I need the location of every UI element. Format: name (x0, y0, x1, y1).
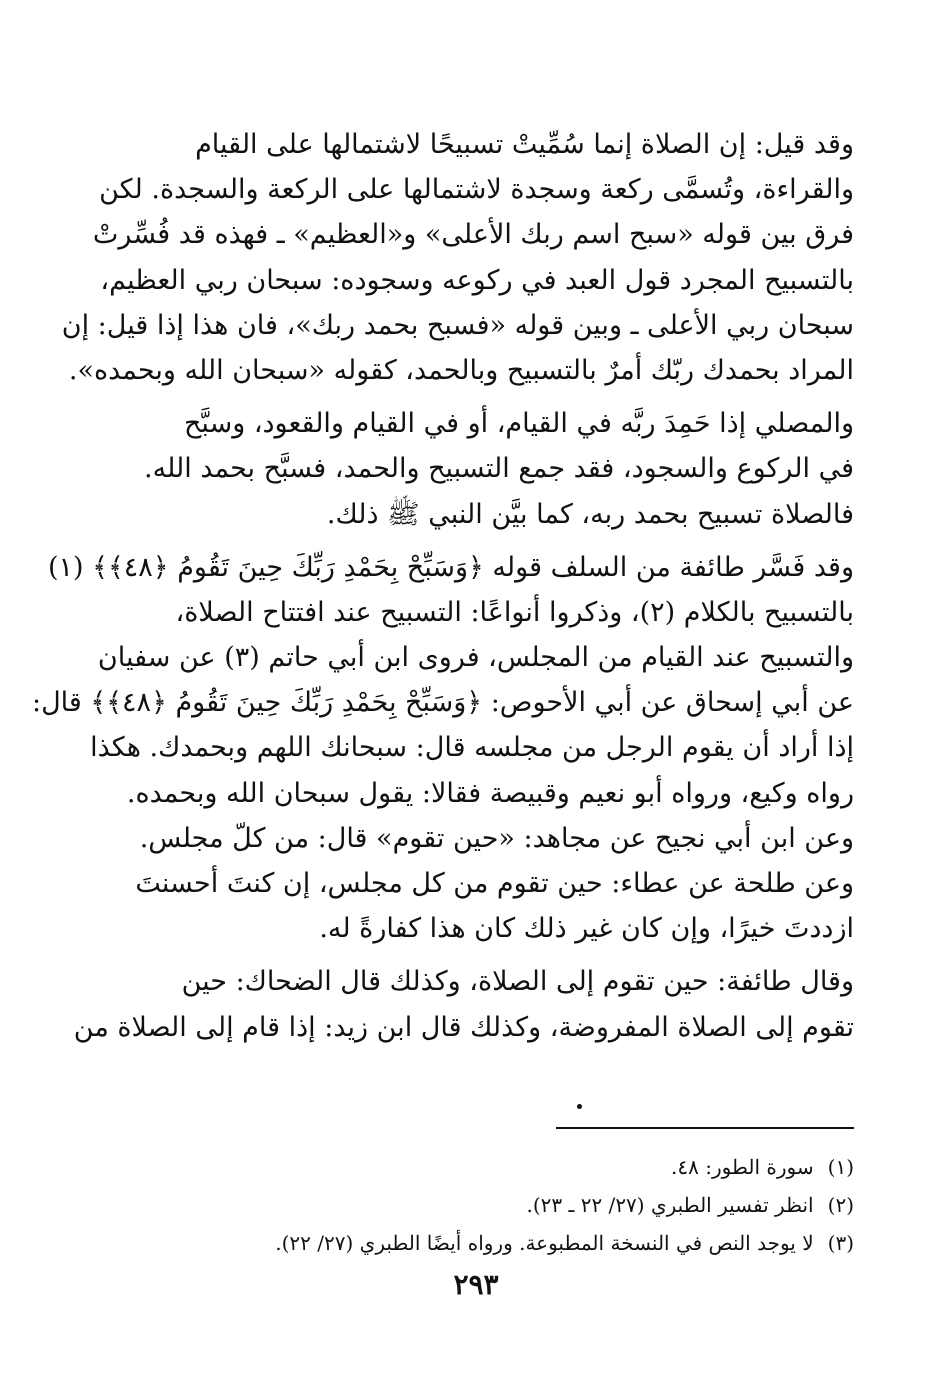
text-line: وعن طلحة عن عطاء: حين تقوم من كل مجلس، إن كنتَ أحسنتَ (135, 868, 854, 899)
text-line: والتسبيح عند القيام من المجلس، فروى ابن أبي حاتم (٣) عن سفيان (97, 642, 854, 674)
footnote-number: (٣) (827, 1231, 854, 1255)
page-number: ٢٩٣ (453, 1268, 499, 1301)
paragraph-1 (61, 122, 854, 393)
paragraph-2 (106, 401, 854, 537)
footnote-1 (150, 1148, 854, 1186)
text-line: فرق بين قوله «سبح اسم ربك الأعلى» و«العظيم» ـ فهذه قد فُسِّرتْ (92, 219, 854, 251)
text-line: المراد بحمدك ربّك أمرٌ بالتسبيح وبالحمد، كقوله «سبحان الله وبحمده». (68, 354, 854, 386)
text-line: وقال طائفة: حين تقوم إلى الصلاة، وكذلك قال الضحاك: حين (181, 966, 854, 998)
text-line: تقوم إلى الصلاة المفروضة، وكذلك قال ابن زيد: إذا قام إلى الصلاة من (73, 1011, 854, 1043)
footnote-2 (150, 1186, 854, 1224)
text-line: ازددتَ خيرًا، وإن كان غير ذلك كان هذا كفارةً له. (319, 913, 854, 945)
footnote-number: (١) (827, 1155, 854, 1179)
text-line: رواه وكيع، ورواه أبو نعيم وقبيصة فقالا: يقول سبحان الله وبحمده. (126, 777, 854, 809)
paragraph-3 (31, 545, 854, 952)
text-line: وقد قيل: إن الصلاة إنما سُمِّيتْ تسبيحًا لاشتمالها على القيام (195, 129, 854, 160)
text-line: عن أبي إسحاق عن أبي الأحوص: ﴿وَسَبِّحْ بِحَمْدِ رَبِّكَ حِينَ تَقُومُ ﴿٤٨﴾﴾ قال: (31, 687, 854, 719)
main-text (31, 122, 854, 1050)
text-line: سبحان ربي الأعلى ـ وبين قوله «فسبح بحمد ربك»، فان هذا إذا قيل: إن (61, 309, 854, 341)
footnote-separator (556, 1127, 854, 1129)
footnotes (150, 1148, 854, 1262)
text-line: والمصلي إذا حَمِدَ ربَّه في القيام، أو في القيام والقعود، وسبَّح (184, 408, 854, 440)
text-line: وقد فَسَّر طائفة من السلف قوله ﴿وَسَبِّحْ بِحَمْدِ رَبِّكَ حِينَ تَقُومُ ﴿٤٨﴾﴾ (١) (47, 551, 854, 583)
text-line: بالتسبيح المجرد قول العبد في ركوعه وسجوده: سبحان ربي العظيم، (100, 264, 854, 296)
footnote-text: انظر تفسير الطبري (٢٧/ ٢٢ ـ ٢٣). (526, 1193, 814, 1217)
footnote-text: سورة الطور: ٤٨. (671, 1155, 814, 1179)
text-line: والقراءة، وتُسمَّى ركعة وسجدة لاشتمالها على الركعة والسجدة. لكن (99, 174, 854, 206)
footnote-3 (150, 1224, 854, 1262)
paragraph-4 (73, 959, 854, 1049)
footnote-text: لا يوجد النص في النسخة المطبوعة. ورواه أيضًا الطبري (٢٧/ ٢٢). (275, 1231, 814, 1255)
text-line: بالتسبيح بالكلام (٢)، وذكروا أنواعًا: التسبيح عند افتتاح الصلاة، (175, 596, 854, 628)
continuation-dot (577, 1104, 582, 1109)
text-line: وعن ابن أبي نجيح عن مجاهد: «حين تقوم» قال: من كلّ مجلس. (139, 822, 854, 854)
footnote-number: (٢) (827, 1193, 854, 1217)
text-line: فالصلاة تسبيح بحمد ربه، كما بيَّن النبي ﷺ ذلك. (326, 498, 854, 530)
text-line: إذا أراد أن يقوم الرجل من مجلسه قال: سبحانك اللهم وبحمدك. هكذا (90, 732, 854, 764)
text-line: في الركوع والسجود، فقد جمع التسبيح والحمد، فسبَّح بحمد الله. (144, 453, 854, 485)
